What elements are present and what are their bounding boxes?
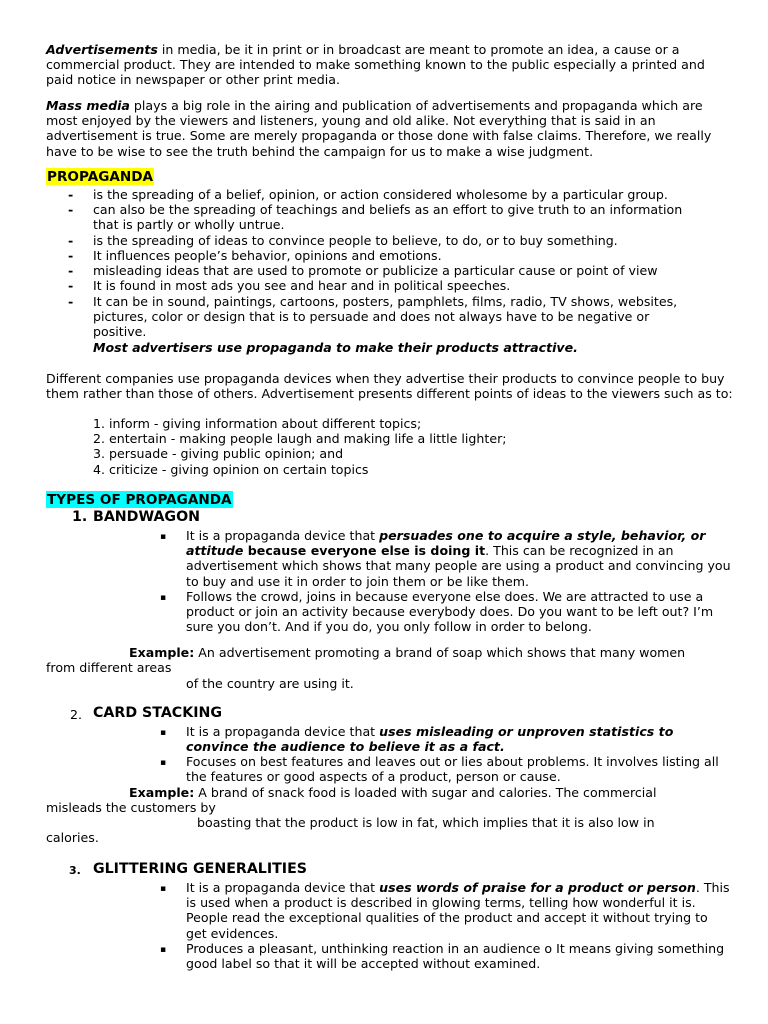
propaganda-item: is the spreading of a belief, opinion, or action considered wholesome by a particular group. [93,187,668,202]
bandwagon-bullet-1-bold: because everyone else is doing it [243,543,486,559]
glittering-title: GLITTERING GENERALITIES [93,861,307,877]
bullet-square: ▪ [160,593,167,603]
glittering-bullet-1-emphasis: uses words of praise for a product or person [379,880,696,895]
companies-paragraph: Different companies use propaganda devices when they advertise their products to convince people to buy them rather than those of others. Advertisement presents different points of ideas to the viewers such as to: [46,371,733,402]
purpose-item: 2. entertain - making people laugh and making life a little lighter; [93,431,507,446]
glittering-bullet-2: Produces a pleasant, unthinking reaction in an audience o It means giving something good label so that it will be accepted without examined. [186,941,725,972]
intro-paragraph-advertisements [46,42,736,88]
intro-paragraph-mass-media [46,98,736,159]
bandwagon-bullet-1-lead: It is a propaganda device that [186,528,380,543]
bullet-dash: - [68,233,74,248]
bandwagon-bullet-2: Follows the crowd, joins in because everyone else does. We are attracted to use a product or join an activity because everybody does. Do you want to be left out? I’m sure you don’t. And if you do, you only follow in order to belong. [186,589,714,635]
purpose-item: 4. criticize - giving opinion on certain topics [93,462,369,477]
bandwagon-bullet-1 [186,528,731,589]
types-heading-text: TYPES OF PROPAGANDA [47,492,232,508]
card-stacking-example-line-3: boasting that the product is low in fat, which implies that it is also low in [197,815,655,830]
card-stacking-number: 2. [70,707,83,722]
bullet-dash: - [68,248,74,263]
propaganda-item: It can be in sound, paintings, cartoons, posters, pamphlets, films, radio, TV shows, websites, pictures, color or design that is to persuade and does not always have to be negative or positive. [93,294,678,340]
card-stacking-title: CARD STACKING [93,705,223,721]
intro-paragraph-mass-media-text: plays a big role in the airing and publication of advertisements and propaganda which are most enjoyed by the viewers and listeners, young and old alike. Not everything that is said in an advertisement is true. Some are merely propaganda or those done with false claims. Therefore, we really have to be wise to see the truth behind the campaign for us to make a wise judgment. [46,98,712,159]
glittering-bullet-1 [186,880,731,941]
bullet-square: ▪ [160,728,167,738]
card-stacking-bullet-1-emphasis: uses misleading or unproven statistics to convince the audience to believe it as a fact. [186,724,674,755]
bullet-square: ▪ [160,532,167,542]
propaganda-emphasis: Most advertisers use propaganda to make their products attractive. [93,340,578,355]
bandwagon-bullet-1-emphasis: persuades one to acquire a style, behavior, or attitude [186,528,706,559]
purpose-item: 1. inform - giving information about different topics; [93,416,422,431]
purpose-item: 3. persuade - giving public opinion; and [93,446,344,461]
advertisements-term: Advertisements [46,42,158,57]
bullet-square: ▪ [160,884,167,894]
glittering-bullet-1-lead: It is a propaganda device that [186,880,380,895]
bullet-dash: - [68,278,74,293]
glittering-number: 3. [69,864,81,877]
propaganda-heading [46,169,154,185]
propaganda-heading-text: PROPAGANDA [47,169,154,185]
bandwagon-number: 1. [72,509,88,525]
bullet-dash: - [68,187,74,202]
bullet-square: ▪ [160,758,167,768]
bandwagon-example-line-1: An advertisement promoting a brand of soap which shows that many women [194,645,686,660]
intro-paragraph-advertisements-text: in media, be it in print or in broadcast are meant to promote an idea, a cause or a commercial product. They are intended to make something known to the public especially a printed and paid notice in newspaper or other print media. [46,42,705,88]
bandwagon-example-line-3: of the country are using it. [186,676,354,691]
bandwagon-example [129,645,685,660]
propaganda-item: can also be the spreading of teachings and beliefs as an effort to give truth to an information that is partly or wholly untrue. [93,202,683,233]
propaganda-item: It is found in most ads you see and hear and in political speeches. [93,278,511,293]
card-stacking-example-line-4: calories. [46,830,99,845]
example-label: Example: [129,645,195,660]
card-stacking-bullet-1 [186,724,731,754]
glittering-bullet-1-rest: . This is used when a product is described in glowing terms, telling how wonderful it is. People read the exceptional qualities of the product and accept it without trying to get evidences. [186,880,730,941]
card-stacking-bullet-2: Focuses on best features and leaves out or lies about problems. It involves listing all the features or good aspects of a product, person or cause. [186,754,719,785]
bandwagon-bullet-1-rest: . This can be recognized in an advertisement which shows that many people are using a product and convincing you to buy and use it in order to join them or be like them. [186,543,731,589]
card-stacking-example [129,785,657,800]
bullet-dash: - [68,202,74,217]
propaganda-item: is the spreading of ideas to convince people to believe, to do, or to buy something. [93,233,618,248]
bullet-square: ▪ [160,945,167,955]
card-stacking-example-line-2: misleads the customers by [46,800,216,815]
bullet-dash: - [68,263,74,278]
bullet-dash: - [68,294,74,309]
card-stacking-example-line-1: A brand of snack food is loaded with sugar and calories. The commercial [194,785,657,800]
propaganda-item: It influences people’s behavior, opinions and emotions. [93,248,442,263]
bandwagon-title: BANDWAGON [93,509,201,525]
bandwagon-example-line-2: from different areas [46,660,172,675]
example-label: Example: [129,785,195,800]
types-heading [46,492,233,508]
card-stacking-bullet-1-lead: It is a propaganda device that [186,724,380,739]
propaganda-item: misleading ideas that are used to promote or publicize a particular cause or point of view [93,263,658,278]
mass-media-term: Mass media [46,98,130,113]
